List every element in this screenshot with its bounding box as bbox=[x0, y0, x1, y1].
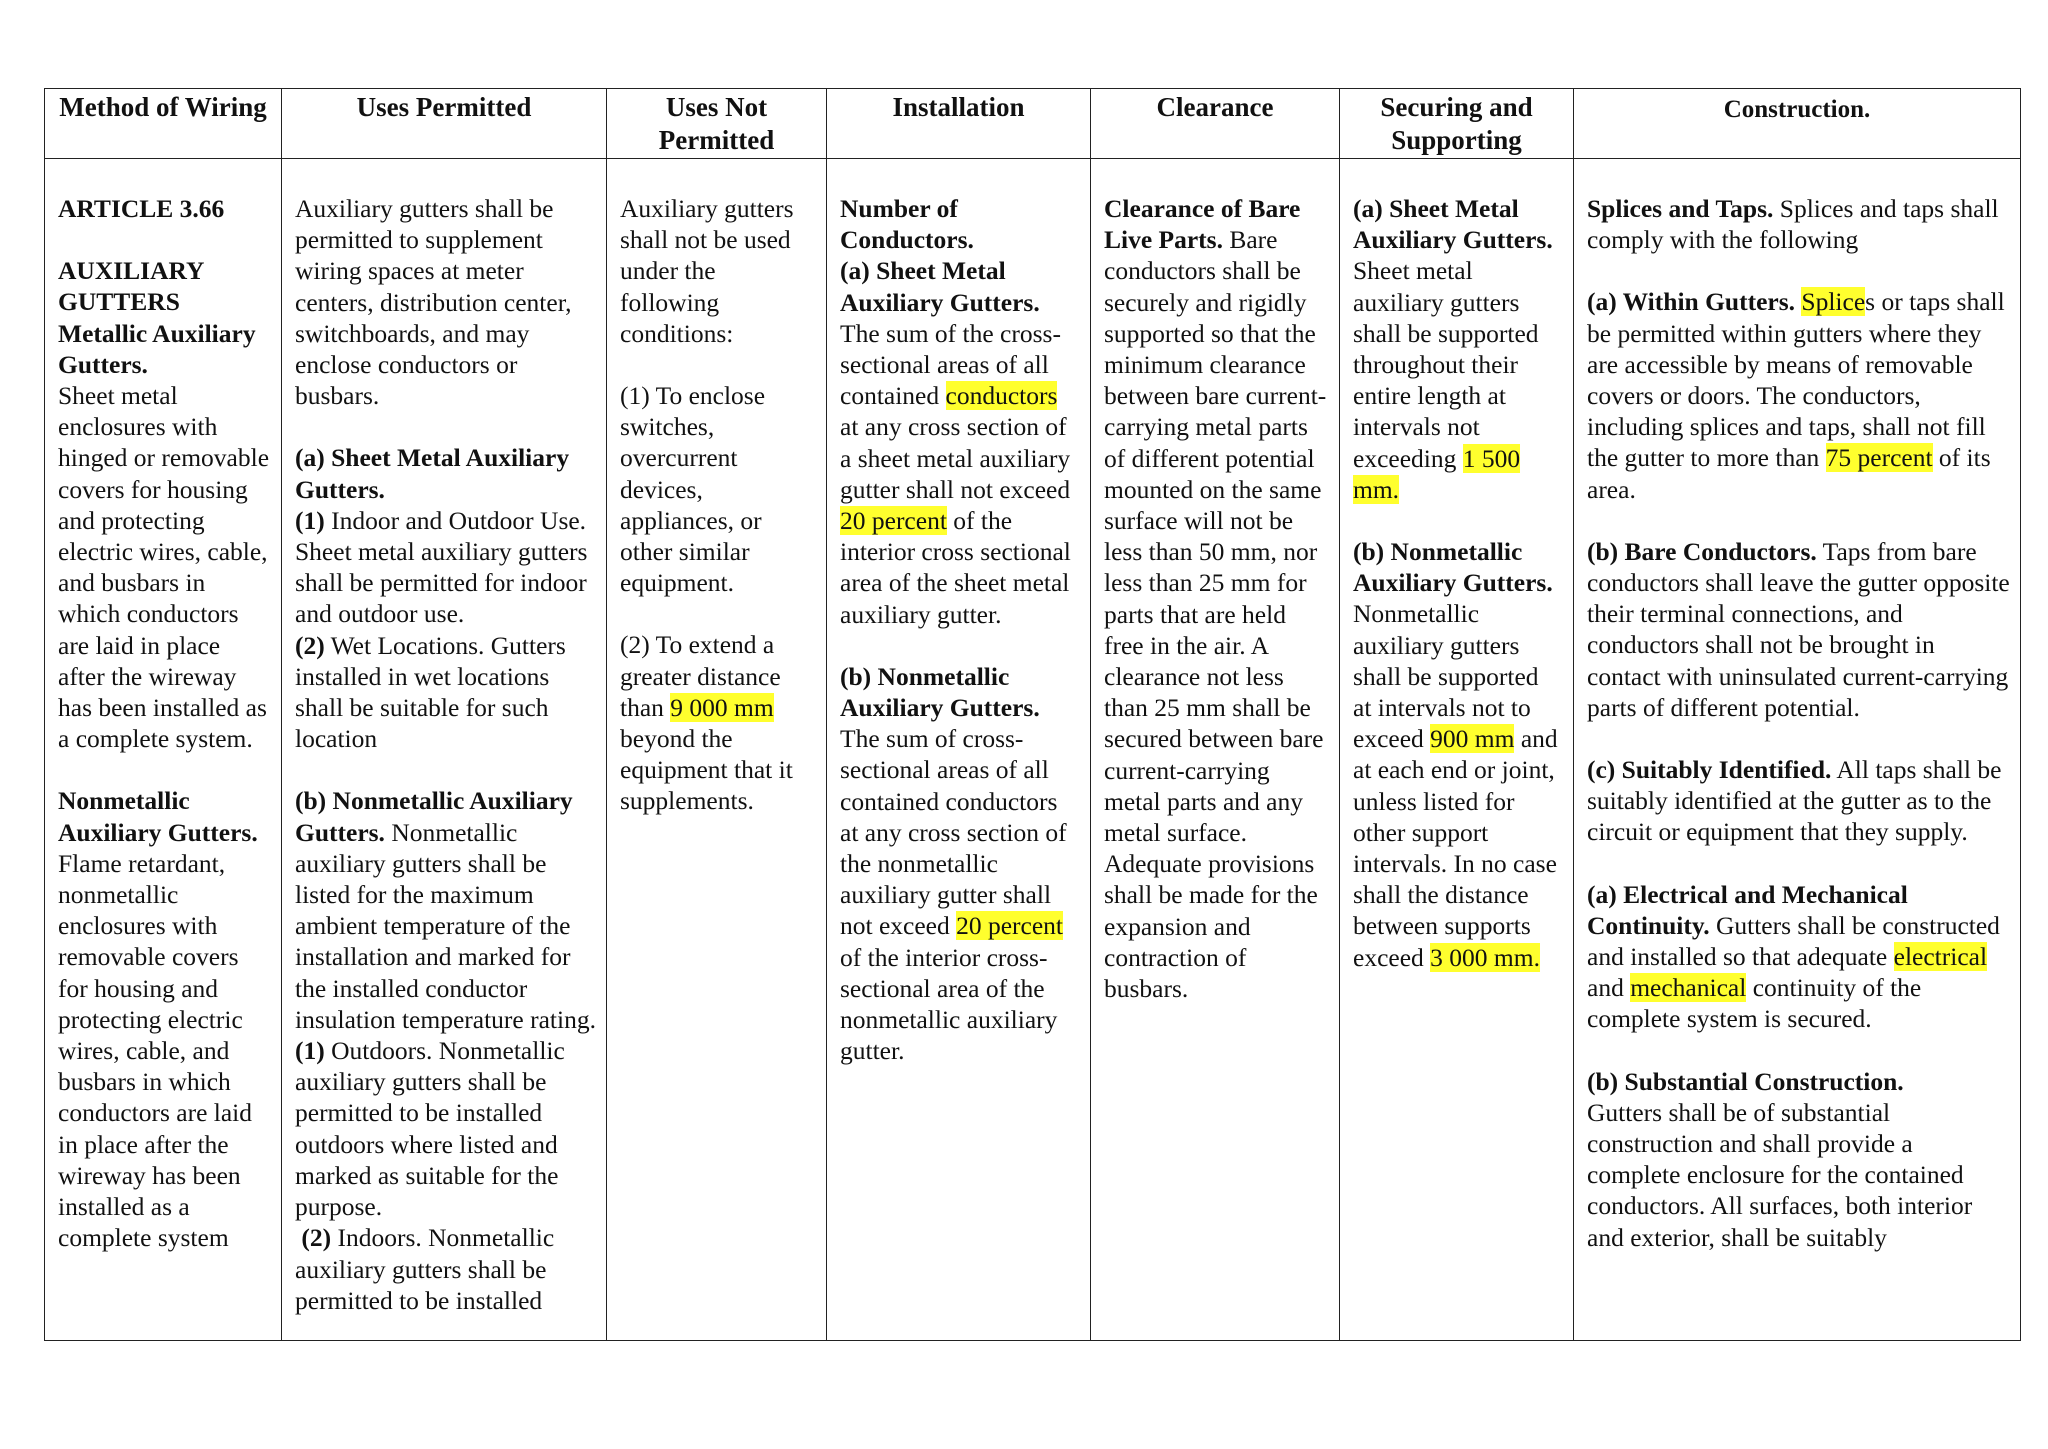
article-title: AUXILIARY GUTTERS Metallic Auxiliary Gutters. bbox=[58, 256, 256, 379]
uses-permitted-b-text: Nonmetallic auxiliary gutters shall be listed for the maximum ambient temperature of the installation and marked for the installed conductor insulation temperature rating. bbox=[295, 817, 596, 1034]
construction-c-text: All taps shall be suitably identified at the gutter as to the circuit or equipment that they supply. bbox=[1587, 755, 2002, 847]
construction-continuity-and: and bbox=[1587, 973, 1624, 1003]
securing-cell bbox=[1340, 159, 1573, 973]
uses-permitted-cell bbox=[282, 159, 606, 1316]
uses-not-permitted-cell bbox=[607, 159, 826, 817]
uses-not-permitted-item-2: (2) To extend a greater distance than bbox=[620, 630, 781, 722]
uses-permitted-a-title: (a) Sheet Metal Auxiliary Gutters. bbox=[295, 443, 570, 504]
uses-permitted-b2: Indoors. Nonmetallic auxiliary gutters shall be permitted to be installed bbox=[295, 1223, 555, 1315]
method-of-wiring-cell bbox=[45, 159, 281, 1254]
construction-substantial-text: Gutters shall be of substantial construction and shall provide a complete enclosure for the contained conductors. All surfaces, both interior and exterior, shall be suitably bbox=[1587, 1097, 1973, 1252]
construction-cell bbox=[1574, 159, 2020, 1253]
installation-title: Number of Conductors. bbox=[840, 194, 974, 255]
construction-b-text: Taps from bare conductors shall leave the gutter opposite their terminal connections, and conductors shall not be brought in contact with uninsulated current-carrying parts of different potential. bbox=[1587, 536, 2010, 722]
uses-not-permitted-item-1: (1) To enclose switches, overcurrent devices, appliances, or other similar equipment. bbox=[620, 381, 766, 598]
securing-b-text: Nonmetallic auxiliary gutters shall be supported at intervals not to exceed bbox=[1353, 599, 1539, 754]
header-uses-permitted: Uses Permitted bbox=[282, 89, 606, 159]
construction-a-text: s or taps shall be permitted within gutters where they are accessible by means of removable covers or doors. The conductors, including splices and taps, shall not fill the gutter to more than bbox=[1587, 287, 2005, 473]
wiring-methods-table bbox=[44, 88, 2021, 1341]
installation-a-text-end: of the interior cross sectional area of the sheet metal auxiliary gutter. bbox=[840, 506, 1071, 629]
uses-permitted-b-title: (b) Nonmetallic Auxiliary Gutters. bbox=[295, 786, 573, 847]
installation-b-text-end: of the interior cross-sectional area of the nonmetallic auxiliary gutter. bbox=[840, 942, 1058, 1066]
securing-b-text-mid: and at each end or joint, unless listed for other support intervals. In no case shall the distance between supports exceed bbox=[1353, 724, 1558, 972]
header-uses-not-permitted: Uses Not Permitted bbox=[607, 89, 826, 159]
item-number: (2) bbox=[301, 1223, 332, 1253]
construction-c-title: (c) Suitably Identified. bbox=[1587, 755, 1832, 785]
construction-continuity-title: (a) Electrical and Mechanical Continuity. bbox=[1587, 879, 1908, 940]
installation-a-text: The sum of the cross-sectional areas of all contained bbox=[840, 318, 1061, 411]
highlight: 9 000 mm bbox=[670, 692, 774, 722]
construction-b-title: (b) Bare Conductors. bbox=[1587, 536, 1817, 566]
highlight: mechanical bbox=[1630, 973, 1747, 1003]
securing-a-text: Sheet metal auxiliary gutters shall be supported throughout their entire length at intervals not exceeding bbox=[1353, 256, 1539, 473]
installation-b-text: The sum of cross-sectional areas of all contained conductors at any cross section of the nonmetallic auxiliary gutter shall not exceed bbox=[840, 724, 1067, 941]
uses-not-permitted-intro: Auxiliary gutters shall not be used under the following conditions: bbox=[620, 194, 794, 348]
nonmetallic-description: Flame retardant, nonmetallic enclosures with removable covers for housing and protecting electric wires, cable, and busbars in which conductors are laid in place after the wireway has been installed as a complete system bbox=[58, 848, 253, 1253]
clearance-cell bbox=[1091, 159, 1339, 1004]
column-construction bbox=[1573, 89, 2020, 1340]
header-securing-and-supporting: Securing and Supporting bbox=[1340, 89, 1573, 159]
column-uses-not-permitted bbox=[606, 89, 826, 1340]
construction-title-text: Splices and taps shall comply with the following bbox=[1587, 194, 1999, 255]
installation-b-title: (b) Nonmetallic Auxiliary Gutters. bbox=[840, 661, 1040, 723]
header-installation: Installation bbox=[827, 89, 1090, 159]
construction-a-text-end: of its area. bbox=[1587, 443, 1991, 504]
installation-a-title: (a) Sheet Metal Auxiliary Gutters. bbox=[840, 256, 1040, 317]
highlight: 20 percent bbox=[956, 911, 1064, 941]
highlight: electrical bbox=[1893, 942, 1988, 972]
clearance-text: Bare conductors shall be securely and rigidly supported so that the minimum clearance between bare current-carrying metal parts of different potential mounted on the same surface will not be less than 50 mm, nor less than 25 mm for parts that are held free in the air. A clearance not less than 25 mm shall be secured between bare current-carrying metal parts and any metal surface. Adequate provisions shall be made for the expansion and contraction of busbars. bbox=[1104, 225, 1327, 1004]
column-method-of-wiring bbox=[45, 89, 281, 1340]
highlight: 1 500 mm. bbox=[1353, 443, 1521, 504]
item-number: (1) bbox=[295, 1036, 325, 1066]
header-clearance: Clearance bbox=[1091, 89, 1339, 159]
highlight: 3 000 mm. bbox=[1430, 942, 1540, 972]
clearance-title: Clearance of Bare Live Parts. bbox=[1104, 194, 1301, 255]
uses-permitted-a2: Wet Locations. Gutters installed in wet locations shall be suitable for such location bbox=[295, 630, 566, 754]
header-construction: Construction. bbox=[1574, 89, 2020, 159]
nonmetallic-title: Nonmetallic Auxiliary Gutters. bbox=[58, 786, 258, 847]
installation-a-text-mid: at any cross section of a sheet metal auxiliary gutter shall not exceed bbox=[840, 412, 1071, 504]
highlight: Splice bbox=[1801, 287, 1866, 317]
column-uses-permitted bbox=[281, 89, 606, 1340]
highlight: 20 percent bbox=[840, 506, 947, 536]
uses-permitted-intro: Auxiliary gutters shall be permitted to supplement wiring spaces at meter centers, distribution center, switchboards, and may enclose conductors or busbars. bbox=[295, 194, 572, 411]
uses-not-permitted-item-2-end: beyond the equipment that it supplements. bbox=[620, 724, 793, 816]
item-number: (1) bbox=[295, 505, 325, 535]
item-number: (2) bbox=[295, 630, 325, 660]
article-number: ARTICLE 3.66 bbox=[58, 194, 225, 223]
construction-a-title: (a) Within Gutters. bbox=[1587, 287, 1796, 317]
construction-substantial-title: (b) Substantial Construction. bbox=[1587, 1066, 1904, 1096]
column-installation bbox=[826, 89, 1090, 1340]
highlight: conductors bbox=[945, 381, 1058, 411]
securing-a-title: (a) Sheet Metal Auxiliary Gutters. bbox=[1353, 194, 1553, 255]
construction-title: Splices and Taps. bbox=[1587, 194, 1774, 223]
installation-cell bbox=[827, 159, 1090, 1066]
column-clearance bbox=[1090, 89, 1339, 1340]
construction-continuity-end: continuity of the complete system is secured. bbox=[1587, 973, 1922, 1034]
column-securing-and-supporting bbox=[1339, 89, 1573, 1340]
highlight: 900 mm bbox=[1430, 724, 1515, 754]
highlight: 75 percent bbox=[1825, 443, 1933, 473]
metallic-description: Sheet metal enclosures with hinged or removable covers for housing and protecting electric wires, cable, and busbars in which conductors are laid in place after the wireway has been installed as a complete system. bbox=[58, 381, 270, 754]
uses-permitted-b1: Outdoors. Nonmetallic auxiliary gutters shall be permitted to be installed outdoors where listed and marked as suitable for the purpose. bbox=[295, 1036, 565, 1222]
construction-continuity-text: Gutters shall be constructed and installed so that adequate bbox=[1587, 910, 2000, 972]
securing-b-title: (b) Nonmetallic Auxiliary Gutters. bbox=[1353, 537, 1553, 598]
header-method-of-wiring: Method of Wiring bbox=[45, 89, 281, 159]
uses-permitted-a1: Indoor and Outdoor Use. Sheet metal auxiliary gutters shall be permitted for indoor and outdoor use. bbox=[295, 505, 588, 629]
